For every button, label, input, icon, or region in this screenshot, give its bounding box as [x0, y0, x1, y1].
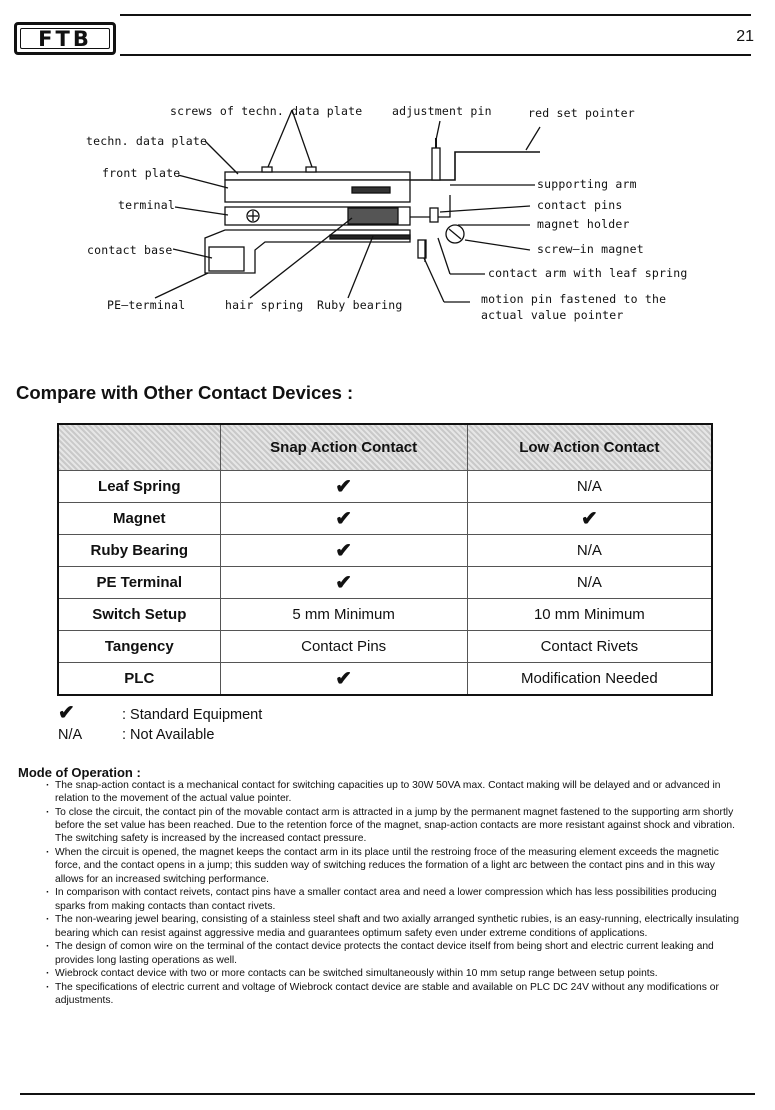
row-low-value: Contact Rivets: [467, 631, 712, 663]
list-item: · The non-wearing jewel bearing, consisting of a stainless steel shaft and two axially arranged synthetic rubies, is an easy-running, electrically insulating bearing which can resist against aggressive media and guarantees optimum safety even under extreme conditions of applications.: [46, 913, 746, 939]
label-techn-data-plate: techn. data plate: [86, 134, 208, 148]
legend-item: [58, 703, 262, 725]
row-snap-value: ✔: [220, 663, 467, 696]
table-row: [58, 599, 712, 631]
checkmark-icon: ✔: [58, 702, 75, 724]
row-feature: Switch Setup: [58, 599, 220, 631]
legend-symbol: N/A: [58, 727, 83, 743]
row-low-value: N/A: [467, 535, 712, 567]
label-hair-spring: hair spring: [225, 298, 304, 312]
list-item: · In comparison with contact reivets, contact pins have a smaller contact area and need a lower compression which has less possibilities producing sparks from making contacts than contact rivets.: [46, 886, 746, 912]
label-red-set-pointer: red set pointer: [528, 106, 635, 120]
legend: [58, 703, 262, 745]
row-low-value: N/A: [467, 471, 712, 503]
list-item: · When the circuit is opened, the magnet keeps the contact arm in its place until the restroing froce of the measuring element exceeds the magnetic force, and the contact opens in a jump; this sudden way of switching reduces the formation of a light arc between the contact pins and in this way allows for an increased switching performance.: [46, 846, 746, 886]
header-rule-top: [120, 14, 751, 16]
header-rule-bottom: [120, 54, 751, 56]
legend-text: : Not Available: [122, 727, 215, 743]
label-screws: screws of techn. data plate: [170, 104, 363, 118]
row-snap-value: 5 mm Minimum: [220, 599, 467, 631]
label-contact-arm: contact arm with leaf spring: [488, 266, 688, 280]
list-item: · Wiebrock contact device with two or more contacts can be switched simultaneously within 10 mm setup range between setup points.: [46, 967, 746, 980]
page-number: 21: [736, 28, 754, 45]
row-low-value: N/A: [467, 567, 712, 599]
label-supporting-arm: supporting arm: [537, 177, 637, 191]
table-row: [58, 663, 712, 696]
label-contact-pins: contact pins: [537, 198, 623, 212]
logo-text: FTB: [20, 28, 110, 49]
row-snap-value: ✔: [220, 471, 467, 503]
label-terminal: terminal: [118, 198, 175, 212]
mode-of-operation-title: Mode of Operation :: [18, 765, 141, 780]
label-motion-pin-line2: actual value pointer: [481, 308, 624, 322]
ftb-logo: [14, 22, 116, 55]
row-feature: Magnet: [58, 503, 220, 535]
table-row: [58, 631, 712, 663]
label-front-plate: front plate: [102, 166, 181, 180]
label-ruby-bearing: Ruby bearing: [317, 298, 403, 312]
row-snap-value: Contact Pins: [220, 631, 467, 663]
list-item: · To close the circuit, the contact pin of the movable contact arm is attracted in a jump by the permanent magnet fastened to the supporting arm shortly before the set value has been reached. Due to the retention force of the magnet, snap-action contacts are more resistant against shock and vibration. The switching safety is increased by the increased contact pressure.: [46, 806, 746, 846]
contact-device-diagram: [0, 90, 775, 340]
footer-rule: [20, 1093, 755, 1095]
label-pe-terminal: PE—terminal: [107, 298, 186, 312]
row-snap-value: ✔: [220, 567, 467, 599]
row-low-value: ✔: [467, 503, 712, 535]
list-item: · The specifications of electric current and voltage of Wiebrock contact device are stable and available on PLC DC 24V without any modifications or adjustments.: [46, 981, 746, 1007]
row-snap-value: ✔: [220, 535, 467, 567]
table-row: [58, 535, 712, 567]
table-row: [58, 567, 712, 599]
header-blank: [58, 424, 220, 471]
list-item: · The snap-action contact is a mechanical contact for switching capacities up to 30W 50VA max. Contact making will be delayed and or advanced in relation to the movement of the actual value pointer.: [46, 779, 746, 805]
table-row: [58, 503, 712, 535]
row-feature: PE Terminal: [58, 567, 220, 599]
row-feature: Ruby Bearing: [58, 535, 220, 567]
label-motion-pin-line1: motion pin fastened to the: [481, 292, 667, 306]
row-low-value: Modification Needed: [467, 663, 712, 696]
header-snap-action: Snap Action Contact: [220, 424, 467, 471]
row-feature: Tangency: [58, 631, 220, 663]
label-contact-base: contact base: [87, 243, 173, 257]
label-magnet-holder: magnet holder: [537, 217, 630, 231]
legend-item: [58, 725, 262, 745]
list-item: · The design of comon wire on the terminal of the contact device protects the contact device itself from being short and electric current leaking and provides long lasting operations as well.: [46, 940, 746, 966]
legend-text: : Standard Equipment: [122, 707, 263, 723]
row-feature: Leaf Spring: [58, 471, 220, 503]
table-row: [58, 471, 712, 503]
comparison-table: [57, 423, 713, 696]
comparison-title: Compare with Other Contact Devices :: [16, 382, 354, 403]
header-low-action: Low Action Contact: [467, 424, 712, 471]
row-snap-value: ✔: [220, 503, 467, 535]
mode-of-operation-list: [46, 779, 746, 1008]
table-header-row: [58, 424, 712, 471]
label-screw-in-magnet: screw—in magnet: [537, 242, 644, 256]
row-feature: PLC: [58, 663, 220, 696]
label-adjustment-pin: adjustment pin: [392, 104, 492, 118]
row-low-value: 10 mm Minimum: [467, 599, 712, 631]
